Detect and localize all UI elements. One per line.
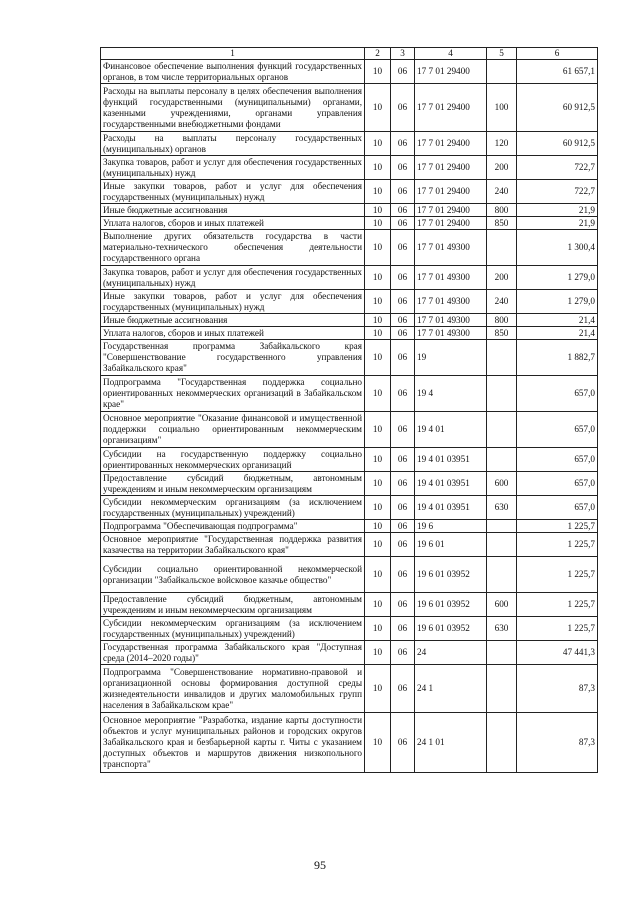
row-subsection-cell: 06 xyxy=(391,327,415,340)
table-row xyxy=(101,314,598,327)
row-expense-type-cell xyxy=(487,376,517,412)
row-expense-type-cell xyxy=(487,60,517,84)
row-expense-type-cell xyxy=(487,520,517,533)
row-subsection-cell: 06 xyxy=(391,60,415,84)
column-number: 6 xyxy=(517,48,598,60)
row-subsection-cell: 06 xyxy=(391,156,415,180)
column-number: 2 xyxy=(365,48,391,60)
row-target-article-cell: 19 4 01 03951 xyxy=(415,448,487,472)
row-target-article-cell: 24 1 xyxy=(415,665,487,713)
row-name-cell: Подпрограмма "Государственная поддержка социально ориентированных некоммерческих организаций в Забайкальском крае" xyxy=(101,376,365,412)
table-row xyxy=(101,217,598,230)
row-subsection-cell: 06 xyxy=(391,290,415,314)
row-section-cell: 10 xyxy=(365,217,391,230)
row-section-cell: 10 xyxy=(365,665,391,713)
row-expense-type-cell xyxy=(487,557,517,593)
row-section-cell: 10 xyxy=(365,641,391,665)
row-target-article-cell: 17 7 01 49300 xyxy=(415,290,487,314)
table-row xyxy=(101,204,598,217)
table-row xyxy=(101,132,598,156)
row-expense-type-cell xyxy=(487,448,517,472)
row-target-article-cell: 19 6 01 03952 xyxy=(415,557,487,593)
row-name-cell: Иные закупки товаров, работ и услуг для обеспечения государственных (муниципальных) нужд xyxy=(101,180,365,204)
row-sum-cell: 21,9 xyxy=(517,204,598,217)
table-row xyxy=(101,713,598,773)
row-subsection-cell: 06 xyxy=(391,641,415,665)
row-name-cell: Выполнение других обязательств государства в части материально-технического обеспечения деятельности государственного органа xyxy=(101,230,365,266)
row-sum-cell: 21,4 xyxy=(517,314,598,327)
table-row xyxy=(101,617,598,641)
row-target-article-cell: 17 7 01 49300 xyxy=(415,314,487,327)
column-number: 1 xyxy=(101,48,365,60)
row-section-cell: 10 xyxy=(365,84,391,132)
row-name-cell: Иные бюджетные ассигнования xyxy=(101,204,365,217)
row-expense-type-cell: 200 xyxy=(487,266,517,290)
row-expense-type-cell: 850 xyxy=(487,327,517,340)
row-sum-cell: 722,7 xyxy=(517,180,598,204)
table-row xyxy=(101,180,598,204)
row-target-article-cell: 17 7 01 29400 xyxy=(415,180,487,204)
row-sum-cell: 1 225,7 xyxy=(517,593,598,617)
table-row xyxy=(101,156,598,180)
row-name-cell: Подпрограмма "Совершенствование нормативно-правовой и организационной основы формирования доступной среды жизнедеятельности инвалидов и других маломобильных групп населения в Забайкальском крае" xyxy=(101,665,365,713)
row-sum-cell: 1 279,0 xyxy=(517,266,598,290)
row-section-cell: 10 xyxy=(365,496,391,520)
table-row xyxy=(101,84,598,132)
row-target-article-cell: 24 xyxy=(415,641,487,665)
row-section-cell: 10 xyxy=(365,180,391,204)
table-row xyxy=(101,520,598,533)
row-sum-cell: 1 279,0 xyxy=(517,290,598,314)
row-subsection-cell: 06 xyxy=(391,340,415,376)
row-subsection-cell: 06 xyxy=(391,230,415,266)
row-subsection-cell: 06 xyxy=(391,217,415,230)
row-section-cell: 10 xyxy=(365,412,391,448)
row-subsection-cell: 06 xyxy=(391,557,415,593)
column-number: 3 xyxy=(391,48,415,60)
row-expense-type-cell: 200 xyxy=(487,156,517,180)
row-expense-type-cell xyxy=(487,713,517,773)
row-name-cell: Субсидии на государственную поддержку социально ориентированных некоммерческих организаций xyxy=(101,448,365,472)
row-target-article-cell: 19 4 01 xyxy=(415,412,487,448)
row-section-cell: 10 xyxy=(365,314,391,327)
row-subsection-cell: 06 xyxy=(391,314,415,327)
column-number-row xyxy=(101,48,598,60)
row-name-cell: Иные бюджетные ассигнования xyxy=(101,314,365,327)
row-name-cell: Государственная программа Забайкальского края "Доступная среда (2014–2020 годы)" xyxy=(101,641,365,665)
row-name-cell: Основное мероприятие "Оказание финансовой и имущественной поддержки социально ориентированным некоммерческим организациям" xyxy=(101,412,365,448)
row-target-article-cell: 19 6 01 xyxy=(415,533,487,557)
row-target-article-cell: 19 6 xyxy=(415,520,487,533)
row-target-article-cell: 17 7 01 49300 xyxy=(415,266,487,290)
row-subsection-cell: 06 xyxy=(391,665,415,713)
row-subsection-cell: 06 xyxy=(391,533,415,557)
row-section-cell: 10 xyxy=(365,376,391,412)
row-target-article-cell: 19 xyxy=(415,340,487,376)
row-section-cell: 10 xyxy=(365,533,391,557)
row-expense-type-cell xyxy=(487,665,517,713)
row-sum-cell: 61 657,1 xyxy=(517,60,598,84)
row-name-cell: Закупка товаров, работ и услуг для обеспечения государственных (муниципальных) нужд xyxy=(101,266,365,290)
row-section-cell: 10 xyxy=(365,713,391,773)
row-subsection-cell: 06 xyxy=(391,617,415,641)
row-section-cell: 10 xyxy=(365,266,391,290)
row-sum-cell: 1 300,4 xyxy=(517,230,598,266)
row-subsection-cell: 06 xyxy=(391,266,415,290)
row-name-cell: Уплата налогов, сборов и иных платежей xyxy=(101,327,365,340)
row-expense-type-cell xyxy=(487,230,517,266)
row-sum-cell: 1 225,7 xyxy=(517,557,598,593)
row-sum-cell: 87,3 xyxy=(517,713,598,773)
table-row xyxy=(101,230,598,266)
row-subsection-cell: 06 xyxy=(391,376,415,412)
row-section-cell: 10 xyxy=(365,132,391,156)
row-name-cell: Расходы на выплаты персоналу государственных (муниципальных) органов xyxy=(101,132,365,156)
table-row xyxy=(101,593,598,617)
row-name-cell: Государственная программа Забайкальского края "Совершенствование государственного управления Забайкальского края" xyxy=(101,340,365,376)
row-target-article-cell: 17 7 01 29400 xyxy=(415,60,487,84)
row-sum-cell: 87,3 xyxy=(517,665,598,713)
table-row xyxy=(101,340,598,376)
row-name-cell: Предоставление субсидий бюджетным, автономным учреждениям и иным некоммерческим организациям xyxy=(101,593,365,617)
row-target-article-cell: 19 6 01 03952 xyxy=(415,617,487,641)
table-row xyxy=(101,412,598,448)
table-row xyxy=(101,290,598,314)
row-expense-type-cell: 630 xyxy=(487,496,517,520)
row-name-cell: Субсидии некоммерческим организациям (за исключением государственных (муниципальных) учреждений) xyxy=(101,617,365,641)
row-section-cell: 10 xyxy=(365,617,391,641)
row-section-cell: 10 xyxy=(365,327,391,340)
row-sum-cell: 60 912,5 xyxy=(517,84,598,132)
row-sum-cell: 657,0 xyxy=(517,376,598,412)
row-subsection-cell: 06 xyxy=(391,132,415,156)
table-row xyxy=(101,496,598,520)
row-name-cell: Предоставление субсидий бюджетным, автономным учреждениям и иным некоммерческим организациям xyxy=(101,472,365,496)
row-subsection-cell: 06 xyxy=(391,496,415,520)
row-name-cell: Основное мероприятие "Государственная поддержка развития казачества на территории Забайкальского края" xyxy=(101,533,365,557)
row-section-cell: 10 xyxy=(365,340,391,376)
row-name-cell: Расходы на выплаты персоналу в целях обеспечения выполнения функций государственными (муниципальными) органами, казенными учреждениями, органами управления государственными внебюджетными фондами xyxy=(101,84,365,132)
row-section-cell: 10 xyxy=(365,230,391,266)
row-target-article-cell: 17 7 01 29400 xyxy=(415,84,487,132)
row-sum-cell: 21,4 xyxy=(517,327,598,340)
row-section-cell: 10 xyxy=(365,156,391,180)
row-section-cell: 10 xyxy=(365,60,391,84)
column-number: 4 xyxy=(415,48,487,60)
row-subsection-cell: 06 xyxy=(391,472,415,496)
row-expense-type-cell: 630 xyxy=(487,617,517,641)
row-target-article-cell: 19 4 xyxy=(415,376,487,412)
table-row xyxy=(101,60,598,84)
row-name-cell: Подпрограмма "Обеспечивающая подпрограмма" xyxy=(101,520,365,533)
budget-table xyxy=(100,47,598,773)
row-subsection-cell: 06 xyxy=(391,520,415,533)
row-name-cell: Закупка товаров, работ и услуг для обеспечения государственных (муниципальных) нужд xyxy=(101,156,365,180)
table-row xyxy=(101,533,598,557)
table-row xyxy=(101,448,598,472)
table-row xyxy=(101,266,598,290)
row-sum-cell: 657,0 xyxy=(517,496,598,520)
row-target-article-cell: 17 7 01 49300 xyxy=(415,230,487,266)
row-sum-cell: 21,9 xyxy=(517,217,598,230)
column-number: 5 xyxy=(487,48,517,60)
row-subsection-cell: 06 xyxy=(391,713,415,773)
row-target-article-cell: 17 7 01 29400 xyxy=(415,132,487,156)
table-row xyxy=(101,327,598,340)
row-name-cell: Основное мероприятие "Разработка, издание карты доступности объектов и услуг муниципальных районов и городских округов Забайкальского края и безбарьерной карты г. Читы с указанием доступных объектов и маршрутов движения низкопольного транспорта" xyxy=(101,713,365,773)
row-expense-type-cell: 240 xyxy=(487,180,517,204)
row-section-cell: 10 xyxy=(365,557,391,593)
row-target-article-cell: 17 7 01 49300 xyxy=(415,327,487,340)
row-target-article-cell: 19 6 01 03952 xyxy=(415,593,487,617)
row-expense-type-cell: 100 xyxy=(487,84,517,132)
row-sum-cell: 722,7 xyxy=(517,156,598,180)
row-expense-type-cell: 800 xyxy=(487,204,517,217)
row-expense-type-cell: 240 xyxy=(487,290,517,314)
row-target-article-cell: 24 1 01 xyxy=(415,713,487,773)
row-subsection-cell: 06 xyxy=(391,180,415,204)
row-target-article-cell: 17 7 01 29400 xyxy=(415,217,487,230)
row-expense-type-cell: 850 xyxy=(487,217,517,230)
row-name-cell: Финансовое обеспечение выполнения функций государственных органов, в том числе территориальных органов xyxy=(101,60,365,84)
table-row xyxy=(101,665,598,713)
row-subsection-cell: 06 xyxy=(391,448,415,472)
row-sum-cell: 60 912,5 xyxy=(517,132,598,156)
row-sum-cell: 1 225,7 xyxy=(517,520,598,533)
row-expense-type-cell xyxy=(487,412,517,448)
row-name-cell: Иные закупки товаров, работ и услуг для обеспечения государственных (муниципальных) нужд xyxy=(101,290,365,314)
row-expense-type-cell xyxy=(487,340,517,376)
row-subsection-cell: 06 xyxy=(391,593,415,617)
row-expense-type-cell: 600 xyxy=(487,472,517,496)
row-expense-type-cell: 600 xyxy=(487,593,517,617)
row-target-article-cell: 17 7 01 29400 xyxy=(415,156,487,180)
row-sum-cell: 657,0 xyxy=(517,412,598,448)
page-number: 95 xyxy=(314,858,326,872)
row-target-article-cell: 17 7 01 29400 xyxy=(415,204,487,217)
row-subsection-cell: 06 xyxy=(391,412,415,448)
row-name-cell: Субсидии некоммерческим организациям (за исключением государственных (муниципальных) учреждений) xyxy=(101,496,365,520)
row-sum-cell: 657,0 xyxy=(517,448,598,472)
row-expense-type-cell xyxy=(487,641,517,665)
row-expense-type-cell xyxy=(487,533,517,557)
row-subsection-cell: 06 xyxy=(391,84,415,132)
row-name-cell: Уплата налогов, сборов и иных платежей xyxy=(101,217,365,230)
row-sum-cell: 1 882,7 xyxy=(517,340,598,376)
row-sum-cell: 1 225,7 xyxy=(517,617,598,641)
row-sum-cell: 47 441,3 xyxy=(517,641,598,665)
row-section-cell: 10 xyxy=(365,204,391,217)
row-target-article-cell: 19 4 01 03951 xyxy=(415,496,487,520)
row-section-cell: 10 xyxy=(365,448,391,472)
row-expense-type-cell: 800 xyxy=(487,314,517,327)
row-sum-cell: 657,0 xyxy=(517,472,598,496)
row-subsection-cell: 06 xyxy=(391,204,415,217)
table-row xyxy=(101,376,598,412)
row-target-article-cell: 19 4 01 03951 xyxy=(415,472,487,496)
row-section-cell: 10 xyxy=(365,472,391,496)
table-row xyxy=(101,641,598,665)
row-name-cell: Субсидии социально ориентированной некоммерческой организации "Забайкальское войсковое казачье общество" xyxy=(101,557,365,593)
row-section-cell: 10 xyxy=(365,290,391,314)
table-row xyxy=(101,472,598,496)
row-section-cell: 10 xyxy=(365,520,391,533)
row-section-cell: 10 xyxy=(365,593,391,617)
row-sum-cell: 1 225,7 xyxy=(517,533,598,557)
table-row xyxy=(101,557,598,593)
row-expense-type-cell: 120 xyxy=(487,132,517,156)
